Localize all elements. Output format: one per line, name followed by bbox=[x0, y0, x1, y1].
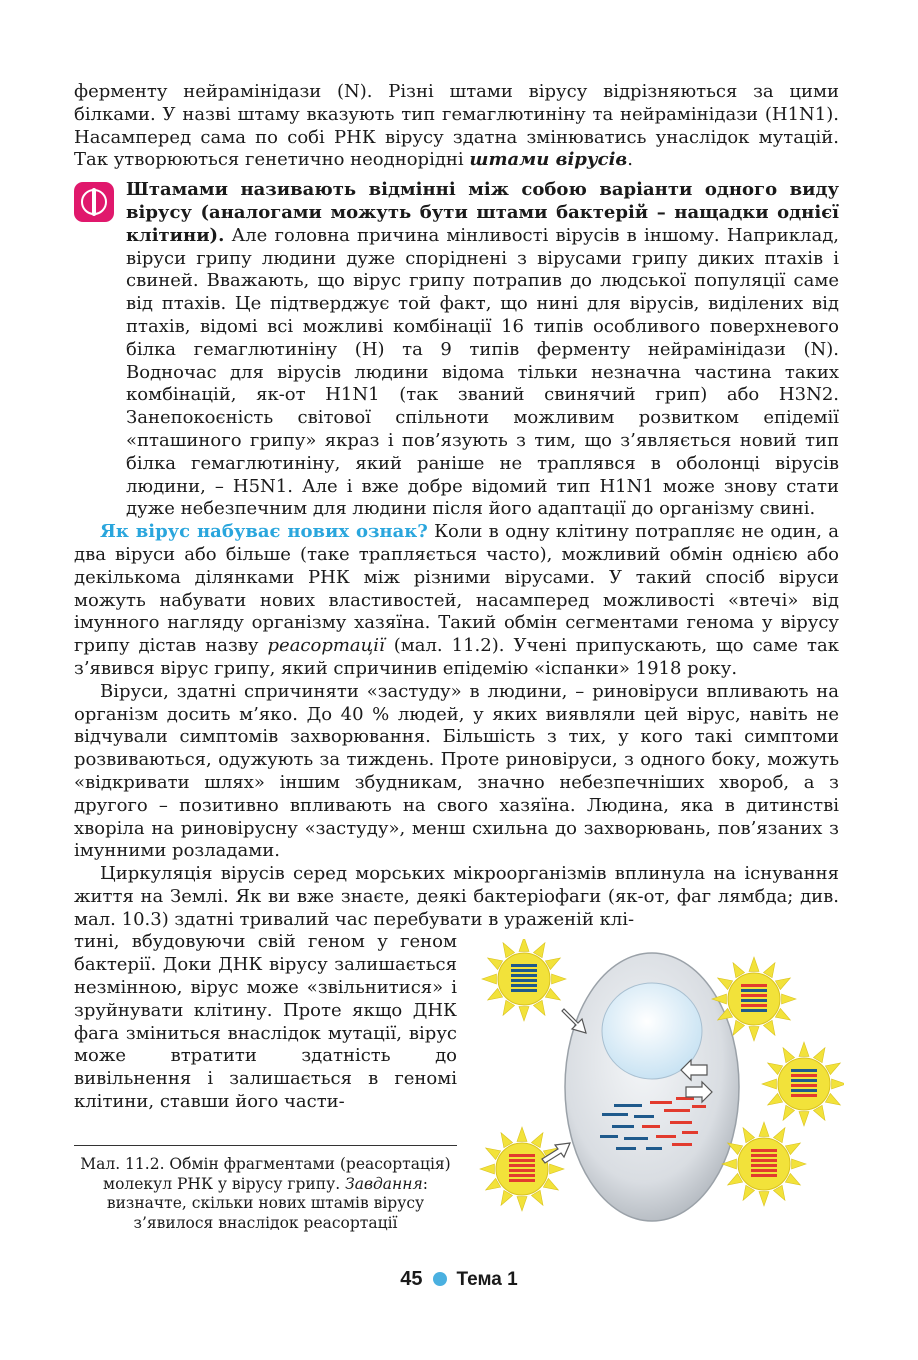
virus-spike bbox=[782, 994, 796, 1004]
virus-spike bbox=[482, 974, 496, 984]
virus-spike bbox=[480, 1164, 494, 1174]
virus-particle bbox=[762, 1042, 844, 1126]
virus-spike bbox=[799, 1042, 809, 1056]
rna-fragment bbox=[612, 1125, 634, 1128]
question-heading: Як вірус набуває нових ознак? bbox=[100, 521, 428, 543]
rna-fragment bbox=[670, 1121, 692, 1124]
virus-spike bbox=[759, 1122, 769, 1136]
rna-fragment bbox=[642, 1125, 660, 1128]
virus-particle bbox=[722, 1122, 806, 1206]
rna-fragment bbox=[672, 1143, 692, 1146]
rna-fragment bbox=[616, 1147, 636, 1150]
virus-rna-segment bbox=[509, 1169, 535, 1172]
virus-rna-segment bbox=[511, 979, 537, 982]
virus-rna-segment bbox=[511, 969, 537, 972]
virus-rna-segment bbox=[791, 1089, 817, 1092]
virus-rna-segment bbox=[509, 1179, 535, 1182]
virus-rna-segment bbox=[741, 989, 767, 992]
virus-rna-segment bbox=[751, 1169, 777, 1172]
virus-rna-segment bbox=[791, 1069, 817, 1072]
caption-task-text: : визначте, скільки нових штамів вірусу з’явилося внаслідок реасортації bbox=[106, 1174, 428, 1232]
virus-spike bbox=[792, 1159, 806, 1169]
definition-paragraph bbox=[126, 179, 839, 521]
virus-rna-segment bbox=[741, 1004, 767, 1007]
rna-fragment bbox=[624, 1137, 648, 1140]
page-content bbox=[74, 81, 839, 1291]
virus-rna-segment bbox=[791, 1074, 817, 1077]
rna-fragment bbox=[692, 1105, 706, 1108]
virus-rna-segment bbox=[791, 1084, 817, 1087]
rna-fragment bbox=[600, 1135, 618, 1138]
virus-rna-segment bbox=[741, 994, 767, 997]
definition-block bbox=[74, 179, 839, 521]
footer-dot-icon bbox=[433, 1272, 447, 1286]
virus-rna-segment bbox=[751, 1174, 777, 1177]
paragraph-1-text: ферменту нейрамінідази (N). Різні штами вірусу відрізняються за цими білками. У назві штаму вказують тип гемаглютиніну та нейрамінідази (H1N1). Насамперед сама по собі РНК вірусу здатна змінюватись унаслідок мутацій. Так утворюються генетично неоднорідні bbox=[74, 81, 839, 171]
paragraph-3-text: Коли в одну клітину потрапляє не один, а два віруси або більше (таке трапляється часто), можливий обмін однією або декількома ділянками РНК між різними вірусами. У такий спосіб віруси можуть набувати нових властивостей, насамперед можливості «втечі» від імунного нагляду організму хазяїна. Такий обмін сегментами генома у вірусу грипу дістав назву bbox=[74, 521, 840, 657]
definition-text: Штамами називають відмінні між собою варіанти одного виду вірусу (аналогами можуть бути штами бактерій – нащадки однієї клітини). bbox=[126, 179, 839, 246]
paragraph-rhinovirus: Віруси, здатні спричиняти «застуду» в людини, – риновіруси впливають на організм досить м’яко. До 40 % людей, у яких виявляли цей вірус, навіть не відчували симптомів захворювання. Більшість з тих, у кого такі симптоми розвиваються, одужують за тиждень. Проте риновіруси, з одного боку, можуть «відкривати шлях» іншим збудникам, значно небезпечніших хвороб, а з другого – позитивно впливають на свого хазяїна. Людина, яка в дитинстві хворіла на риновірусну «застуду», менш схильна до захворювань, пов’язаних з імунними розладами. bbox=[74, 680, 839, 862]
reassortment-figure bbox=[474, 939, 844, 1229]
rna-fragment bbox=[664, 1109, 690, 1112]
virus-spike bbox=[517, 1197, 527, 1211]
caption-divider bbox=[74, 1145, 457, 1146]
page-footer bbox=[0, 1268, 918, 1291]
figure-caption bbox=[74, 1155, 457, 1233]
virus-spike bbox=[552, 974, 566, 984]
definition-icon bbox=[74, 182, 114, 222]
rna-fragment bbox=[650, 1101, 672, 1104]
page-number: 45 bbox=[400, 1268, 423, 1290]
virus-spike bbox=[762, 1079, 776, 1089]
caption-text: Мал. 11.2. Обмін фрагментами (реасортація) молекул РНК у вірусу грипу. bbox=[80, 1155, 451, 1193]
virus-rna-segment bbox=[511, 974, 537, 977]
virus-rna-segment bbox=[791, 1079, 817, 1082]
virus-rna-segment bbox=[751, 1159, 777, 1162]
paragraph-1-end: . bbox=[627, 149, 633, 171]
virus-rna-segment bbox=[791, 1094, 817, 1097]
virus-rna-segment bbox=[751, 1154, 777, 1157]
paragraph-phage: тині, вбудовуючи свій геном у геном бактерії. Доки ДНК вірусу залишається незмінною, вірус може «звільнитися» і зруйнувати клітину. Проте якщо ДНК фага зміниться внаслідок мутації, вірус може втратити здатність до вивільнення і залишається в геномі клітини, ставши його части- bbox=[74, 931, 457, 1113]
host-cell bbox=[565, 953, 739, 1221]
virus-spike bbox=[749, 1027, 759, 1041]
virus-spike bbox=[749, 957, 759, 971]
virus-particle bbox=[482, 939, 566, 1021]
rna-fragment bbox=[602, 1113, 628, 1116]
virus-particle bbox=[480, 1127, 564, 1211]
paragraph-1 bbox=[74, 81, 839, 172]
virus-rna-segment bbox=[511, 964, 537, 967]
virus-rna-segment bbox=[509, 1154, 535, 1157]
rna-fragment bbox=[614, 1104, 642, 1107]
virus-spike bbox=[832, 1079, 844, 1089]
virus-rna-segment bbox=[511, 984, 537, 987]
virus-rna-segment bbox=[741, 984, 767, 987]
virus-spike bbox=[517, 1127, 527, 1141]
caption-task-label: Завдання bbox=[345, 1174, 423, 1193]
topic-label: Тема 1 bbox=[456, 1269, 518, 1290]
rna-fragment bbox=[646, 1147, 662, 1150]
virus-rna-segment bbox=[741, 999, 767, 1002]
term-reassortment: реасортації bbox=[267, 635, 385, 657]
lower-section bbox=[74, 931, 839, 1291]
rna-fragment bbox=[656, 1135, 676, 1138]
definition-icon-stem bbox=[92, 188, 96, 216]
rna-fragment bbox=[634, 1115, 654, 1118]
virus-rna-segment bbox=[509, 1159, 535, 1162]
virus-rna-segment bbox=[509, 1174, 535, 1177]
virus-spike bbox=[799, 1112, 809, 1126]
virus-spike bbox=[550, 1164, 564, 1174]
definition-followup: Але головна причина мінливості вірусів в іншому. Наприклад, віруси грипу людини дуже споріднені з вірусами грипу диких птахів і свиней. Вважають, що вірус грипу потрапив до людської популяції саме від птахів. Це підтверджує той факт, що нині для вірусів, виділених від птахів, відомі всі можливі комбінації 16 типів особливого поверхневого білка гемаглютиніну (H) та 9 типів ферменту нейрамінідази (N). Водночас для вірусів людини відома тільки незначна частина таких комбінацій, як-от H1N1 (так званий свинячий грип) або H3N2. Занепокоєність світової спільноти можливим розвитком епідемії «пташиного грипу» якраз і пов’язують з тим, що з’являється новий тип білка гемаглютиніну, який раніше не траплявся в оболонці вірусів людини, – H5N1. Але і вже добре відомий тип H1N1 може знову стати дуже небезпечним для людини після його адаптації до організму свині. bbox=[126, 224, 839, 520]
paragraph-3-end: (мал. 11.2). Учені припускають, що саме так з’явився вірус грипу, який спричинив епідемію «іспанки» 1918 року. bbox=[74, 635, 839, 679]
virus-rna-segment bbox=[741, 1009, 767, 1012]
virus-spike bbox=[759, 1192, 769, 1206]
virus-spike bbox=[519, 1007, 529, 1021]
paragraph-marine: Циркуляція вірусів серед морських мікроорганізмів вплинула на існування життя на Землі. Як ви вже знаєте, деякі бактеріофаги (як-от, фаг лямбда; див. мал. 10.3) здатні тривалий час перебувати в ураженій клі- bbox=[74, 863, 839, 930]
virus-rna-segment bbox=[511, 989, 537, 992]
virus-rna-segment bbox=[509, 1164, 535, 1167]
term-strains: штами вірусів bbox=[469, 149, 628, 171]
virus-rna-segment bbox=[751, 1149, 777, 1152]
paragraph-reassortment bbox=[74, 521, 839, 681]
virus-rna-segment bbox=[751, 1164, 777, 1167]
rna-fragment bbox=[682, 1131, 698, 1134]
virus-spike bbox=[519, 939, 529, 951]
